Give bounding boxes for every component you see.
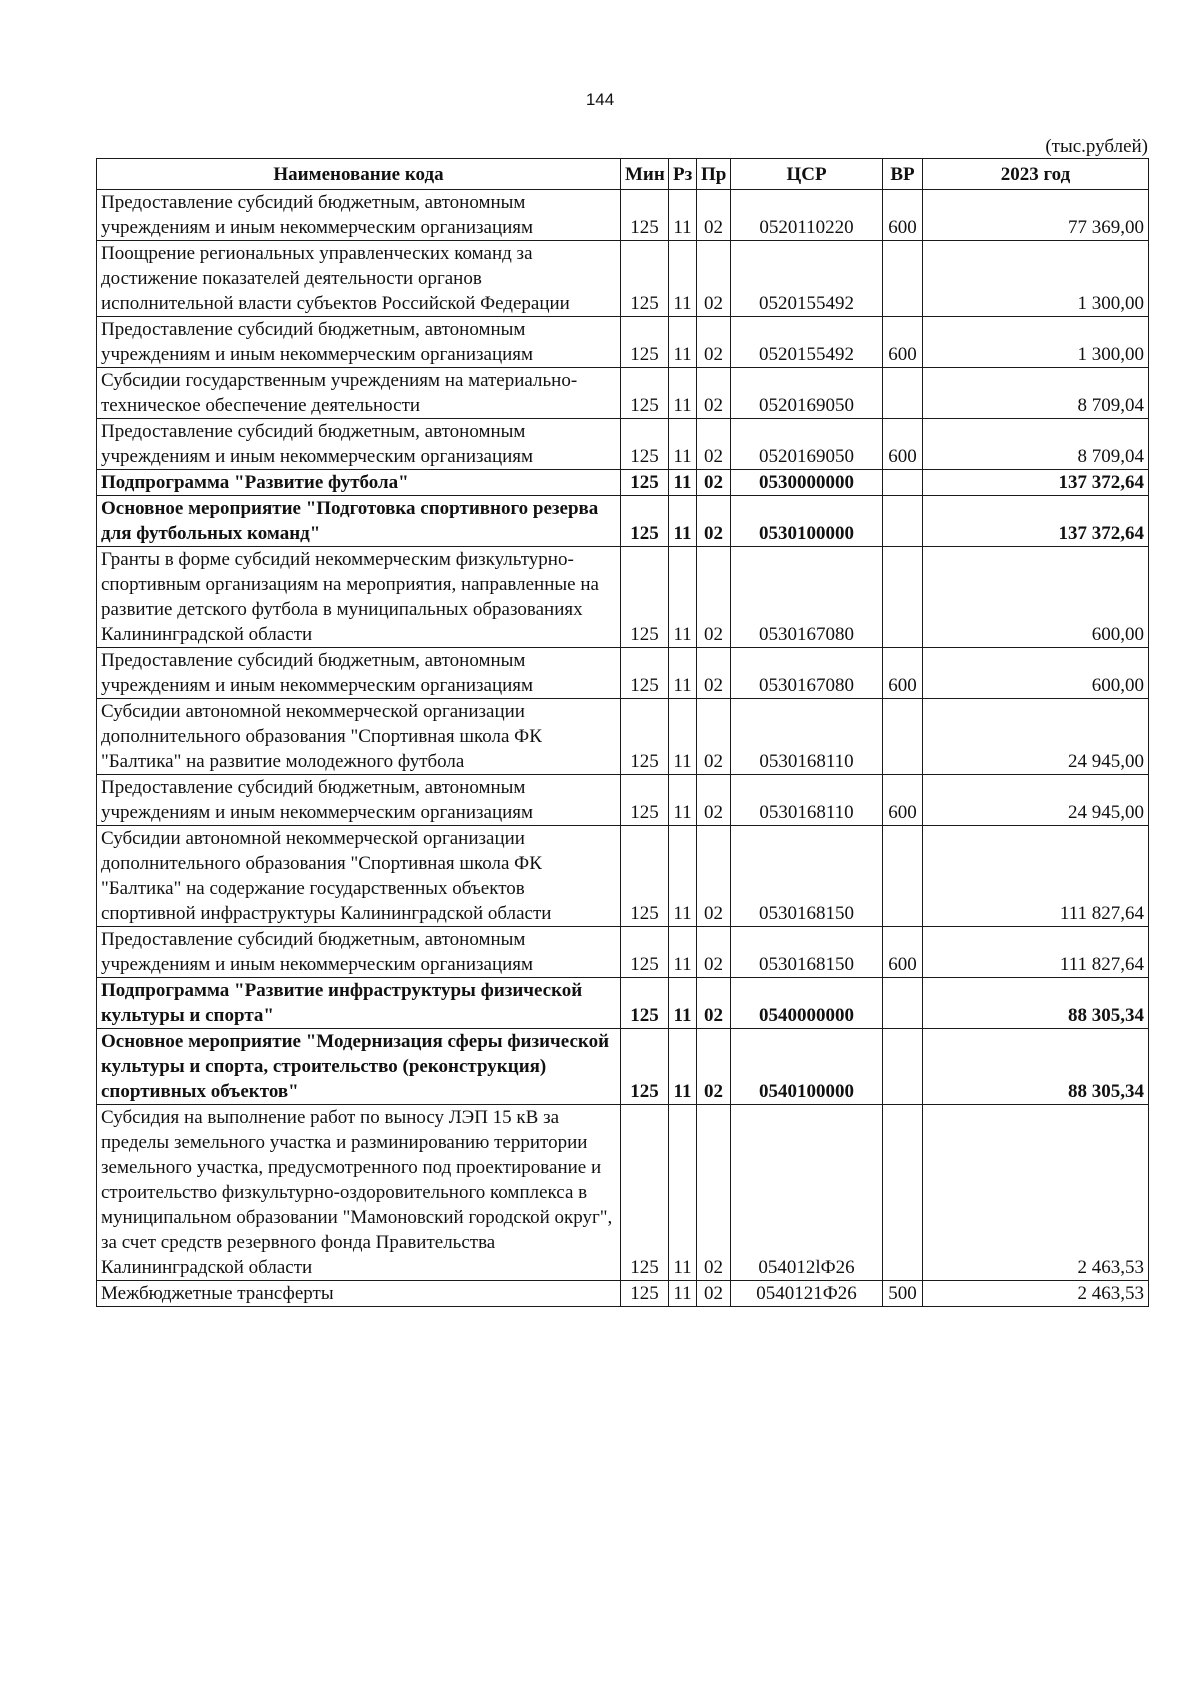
table-body [97,190,1149,1307]
cell-sum: 24 945,00 [923,775,1149,826]
cell-min: 125 [621,978,669,1029]
cell-vr [883,470,923,496]
cell-vr: 500 [883,1281,923,1307]
table-row [97,826,1149,927]
cell-min: 125 [621,496,669,547]
cell-pr: 02 [697,547,731,648]
cell-min: 125 [621,1029,669,1105]
cell-min: 125 [621,547,669,648]
table-row [97,978,1149,1029]
cell-sum: 88 305,34 [923,978,1149,1029]
cell-min: 125 [621,470,669,496]
cell-rz: 11 [669,1029,697,1105]
cell-name: Предоставление субсидий бюджетным, автономным учреждениям и иным некоммерческим организациям [97,317,621,368]
cell-vr [883,1105,923,1281]
cell-sum: 1 300,00 [923,317,1149,368]
cell-vr [883,826,923,927]
cell-sum: 8 709,04 [923,419,1149,470]
cell-vr [883,241,923,317]
cell-csr: 0540100000 [731,1029,883,1105]
cell-vr [883,368,923,419]
cell-min: 125 [621,1281,669,1307]
cell-name: Субсидия на выполнение работ по выносу ЛЭП 15 кВ за пределы земельного участка и разминированию территории земельного участка, предусмотренного под проектирование и строительство физкультурно-оздоровительного комплекса в муниципальном образовании "Мамоновский городской округ", за счет средств резервного фонда Правительства Калининградской области [97,1105,621,1281]
header-year: 2023 год [923,159,1149,190]
cell-csr: 0520169050 [731,419,883,470]
cell-csr: 054012lФ26 [731,1105,883,1281]
cell-pr: 02 [697,241,731,317]
cell-name: Основное мероприятие "Модернизация сферы физической культуры и спорта, строительство (реконструкция) спортивных объектов" [97,1029,621,1105]
cell-csr: 0530000000 [731,470,883,496]
cell-sum: 600,00 [923,547,1149,648]
cell-min: 125 [621,368,669,419]
cell-rz: 11 [669,317,697,368]
cell-pr: 02 [697,1281,731,1307]
cell-rz: 11 [669,775,697,826]
cell-csr: 0530167080 [731,648,883,699]
table-row [97,241,1149,317]
cell-vr [883,699,923,775]
cell-sum: 24 945,00 [923,699,1149,775]
cell-pr: 02 [697,470,731,496]
cell-pr: 02 [697,978,731,1029]
cell-name: Предоставление субсидий бюджетным, автономным учреждениям и иным некоммерческим организациям [97,927,621,978]
cell-sum: 137 372,64 [923,496,1149,547]
cell-rz: 11 [669,978,697,1029]
cell-name: Предоставление субсидий бюджетным, автономным учреждениям и иным некоммерческим организациям [97,190,621,241]
cell-name: Подпрограмма "Развитие инфраструктуры физической культуры и спорта" [97,978,621,1029]
cell-pr: 02 [697,317,731,368]
cell-csr: 0530100000 [731,496,883,547]
cell-sum: 88 305,34 [923,1029,1149,1105]
cell-csr: 0520155492 [731,241,883,317]
cell-rz: 11 [669,1281,697,1307]
cell-name: Подпрограмма "Развитие футбола" [97,470,621,496]
cell-sum: 1 300,00 [923,241,1149,317]
cell-vr: 600 [883,648,923,699]
table-row [97,547,1149,648]
table-row [97,496,1149,547]
table-row [97,775,1149,826]
header-pr: Пр [697,159,731,190]
cell-name: Предоставление субсидий бюджетным, автономным учреждениям и иным некоммерческим организациям [97,419,621,470]
header-name: Наименование кода [97,159,621,190]
cell-name: Субсидии государственным учреждениям на материально-техническое обеспечение деятельности [97,368,621,419]
cell-sum: 77 369,00 [923,190,1149,241]
cell-rz: 11 [669,699,697,775]
cell-pr: 02 [697,699,731,775]
cell-rz: 11 [669,547,697,648]
cell-pr: 02 [697,190,731,241]
cell-pr: 02 [697,368,731,419]
cell-min: 125 [621,927,669,978]
cell-csr: 0540000000 [731,978,883,1029]
cell-min: 125 [621,317,669,368]
cell-vr: 600 [883,190,923,241]
budget-table [96,158,1149,1307]
cell-min: 125 [621,826,669,927]
cell-pr: 02 [697,826,731,927]
cell-sum: 111 827,64 [923,826,1149,927]
cell-vr: 600 [883,927,923,978]
page-number: 144 [585,90,615,109]
table-row [97,190,1149,241]
cell-vr [883,1029,923,1105]
cell-rz: 11 [669,190,697,241]
cell-sum: 111 827,64 [923,927,1149,978]
cell-min: 125 [621,419,669,470]
cell-min: 125 [621,241,669,317]
cell-rz: 11 [669,496,697,547]
cell-rz: 11 [669,826,697,927]
table-row [97,1029,1149,1105]
cell-sum: 600,00 [923,648,1149,699]
cell-csr: 0530167080 [731,547,883,648]
cell-min: 125 [621,699,669,775]
cell-vr: 600 [883,317,923,368]
table-row [97,317,1149,368]
cell-csr: 0520169050 [731,368,883,419]
units-label: (тыс.рублей) [1045,136,1148,157]
cell-name: Предоставление субсидий бюджетным, автономным учреждениям и иным некоммерческим организациям [97,775,621,826]
cell-pr: 02 [697,419,731,470]
table-row [97,470,1149,496]
header-csr: ЦСР [731,159,883,190]
cell-vr: 600 [883,775,923,826]
cell-csr: 0520110220 [731,190,883,241]
cell-min: 125 [621,648,669,699]
cell-sum: 137 372,64 [923,470,1149,496]
cell-min: 125 [621,775,669,826]
table-row [97,368,1149,419]
cell-sum: 8 709,04 [923,368,1149,419]
cell-csr: 0530168110 [731,699,883,775]
cell-rz: 11 [669,927,697,978]
header-min: Мин [621,159,669,190]
cell-pr: 02 [697,496,731,547]
cell-pr: 02 [697,927,731,978]
cell-vr: 600 [883,419,923,470]
cell-csr: 0530168150 [731,826,883,927]
table-row [97,927,1149,978]
header-vr: ВР [883,159,923,190]
cell-rz: 11 [669,241,697,317]
cell-min: 125 [621,190,669,241]
cell-rz: 11 [669,470,697,496]
cell-name: Предоставление субсидий бюджетным, автономным учреждениям и иным некоммерческим организациям [97,648,621,699]
cell-csr: 0540121Ф26 [731,1281,883,1307]
cell-name: Субсидии автономной некоммерческой организации дополнительного образования "Спортивная школа ФК "Балтика" на развитие молодежного футбола [97,699,621,775]
header-rz: Рз [669,159,697,190]
cell-rz: 11 [669,368,697,419]
table-row [97,1281,1149,1307]
header-row [97,159,1149,190]
cell-pr: 02 [697,775,731,826]
cell-sum: 2 463,53 [923,1105,1149,1281]
cell-name: Межбюджетные трансферты [97,1281,621,1307]
table-row [97,648,1149,699]
cell-rz: 11 [669,648,697,699]
cell-vr [883,978,923,1029]
cell-pr: 02 [697,1105,731,1281]
cell-min: 125 [621,1105,669,1281]
cell-vr [883,547,923,648]
cell-vr [883,496,923,547]
cell-csr: 0530168150 [731,927,883,978]
cell-csr: 0520155492 [731,317,883,368]
cell-name: Субсидии автономной некоммерческой организации дополнительного образования "Спортивная школа ФК "Балтика" на содержание государственных объектов спортивной инфраструктуры Калининградской области [97,826,621,927]
table-row [97,699,1149,775]
table-row [97,1105,1149,1281]
cell-name: Поощрение региональных управленческих команд за достижение показателей деятельности органов исполнительной власти субъектов Российской Федерации [97,241,621,317]
cell-pr: 02 [697,1029,731,1105]
cell-rz: 11 [669,419,697,470]
cell-rz: 11 [669,1105,697,1281]
cell-sum: 2 463,53 [923,1281,1149,1307]
table-row [97,419,1149,470]
cell-name: Гранты в форме субсидий некоммерческим физкультурно-спортивным организациям на мероприятия, направленные на развитие детского футбола в муниципальных образованиях Калининградской области [97,547,621,648]
cell-pr: 02 [697,648,731,699]
cell-csr: 0530168110 [731,775,883,826]
cell-name: Основное мероприятие "Подготовка спортивного резерва для футбольных команд" [97,496,621,547]
